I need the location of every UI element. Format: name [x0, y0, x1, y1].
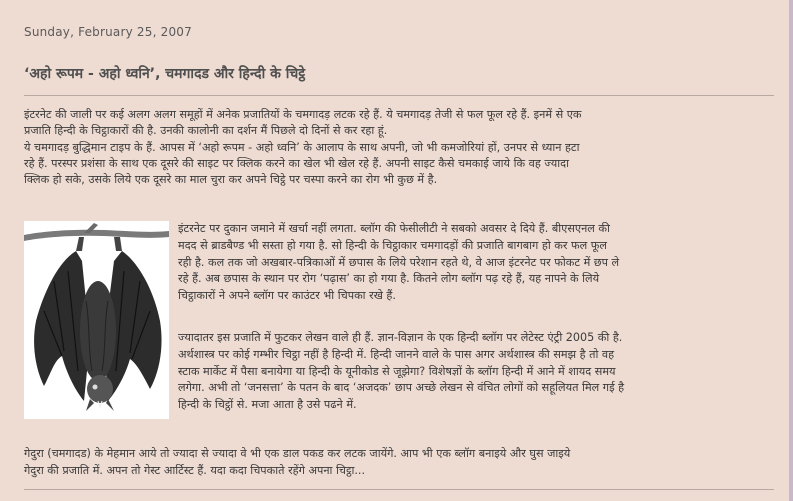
post-paragraph-1-line-2: प्रजाति हिन्दी के चिट्ठाकारों की है. उनकी कालोनी का दर्शन मैं पिछले दो दिनों से कर रहा हूं.	[24, 124, 388, 137]
post-paragraph-3-line-1: ज्यादातर इस प्रजाति में फुटकर लेखन वाले ही हैं. ज्ञान-विज्ञान के एक हिन्दी ब्लॉग पर लेटेस्ट एंट्री 2005 की है.	[178, 331, 623, 344]
post-paragraph-3-line-4: लगेगा. अभी तो ‘जनसत्ता’ के पतन के बाद ‘अजदक’ छाप अच्छे लेखन से वंचित लोगों को सहूलियत मिल गई है	[178, 381, 625, 394]
post-paragraph-2-line-1: इंटरनेट पर दुकान जमाने में खर्चा नहीं लगता. ब्लॉग की फेसीलीटी ने सबको अवसर दे दिये हैं. बीएसएनल की	[178, 222, 610, 235]
post-paragraph-2-line-4: रहे हैं. अब छपास के स्थान पर रोग ‘पढ़ास’ का हो गया है. कितने लोग ब्लॉग पढ़ रहे हैं, यह नापने के लिये	[178, 272, 600, 285]
post-paragraph-3-line-2: अर्थशास्त्र पर कोई गम्भीर चिट्ठा नहीं है हिन्दी में. हिन्दी जानने वाले के पास अगर अर्थशास्त्र की समझ है तो वह	[178, 348, 615, 361]
title-divider	[24, 95, 774, 96]
post-date: Sunday, February 25, 2007	[24, 25, 192, 39]
post-paragraph-1-line-5: क्लिक हो सके, उसके लिये एक दूसरे का माल चुरा कर अपने चिट्ठे पर चस्पा करने का रोग भी कुछ में है.	[24, 173, 438, 186]
post-paragraph-1-line-4: रहे हैं. परस्पर प्रशंसा के साथ एक दूसरे की साइट पर क्लिक करने का खेल भी खेल रहे हैं. अपनी साइट कैसे चमकाई जाये कि वह ज्यादा	[24, 157, 569, 170]
post-paragraph-2-line-2: मदद से ब्राडबैण्ड भी सस्ता हो गया है. सो हिन्दी के चिट्ठाकार चमगादड़ों की प्रजाति बागबाग हो कर फल फूल	[178, 239, 607, 252]
post-paragraph-1-line-1: इंटरनेट की जाली पर कई अलग अलग समूहों में अनेक प्रजातियों के चमगादड़ लटक रहे हैं. ये चमगादड़ तेजी से फल फूल रहे हैं. इनमें से एक	[24, 108, 582, 121]
bat-icon	[24, 221, 169, 419]
scrollbar-edge[interactable]	[789, 0, 793, 501]
post-paragraph-3-line-3: स्टाक मार्केट में पैसा बनायेगा या हिन्दी के यूनीकोड से जूझेगा? विशेषज्ञों के ब्लॉग हिन्दी में आने में शायद समय	[178, 365, 616, 378]
post-paragraph-2-line-5: चिट्ठाकारों ने अपने ब्लॉग पर काउंटर भी चिपका रखे हैं.	[178, 289, 396, 302]
post-paragraph-1-line-3: ये चमगादड़ बुद्धिमान टाइप के हैं. आपस में ‘अहो रूपम - अहो ध्वनि’ के आलाप के साथ अपनी, जो भी कमजोरियां हों, उनपर से ध्यान हटा	[24, 141, 580, 154]
post-title[interactable]: ‘अहो रूपम - अहो ध्वनि’, चमगादड और हिन्दी के चिट्ठे	[24, 66, 306, 82]
post-paragraph-3-line-5: हिन्दी के चिट्ठों से. मजा आता है उसे पढने में.	[178, 398, 357, 411]
post-paragraph-2-line-3: रही है. कल तक जो अखबार-पत्रिकाओं में छपास के लिये परेशान रहते थे, वे आज इंटरनेट पर फोकट में छप ले	[178, 256, 620, 269]
post-footer-divider	[24, 489, 774, 490]
bat-illustration	[24, 221, 169, 419]
post-paragraph-4-line-2: गेदुरा की प्रजाति में. अपन तो गेस्ट आर्टिस्ट हैं. यदा कदा चिपकाते रहेंगे अपना चिट्ठा...	[24, 464, 366, 477]
post-paragraph-4-line-1: गेदुरा (चमगादड) के मेहमान आये तो ज्यादा से ज्यादा वे भी एक डाल पकड कर लटक जायेंगे. आप भी एक ब्लॉग बनाइये और घुस जाइये	[24, 447, 571, 460]
